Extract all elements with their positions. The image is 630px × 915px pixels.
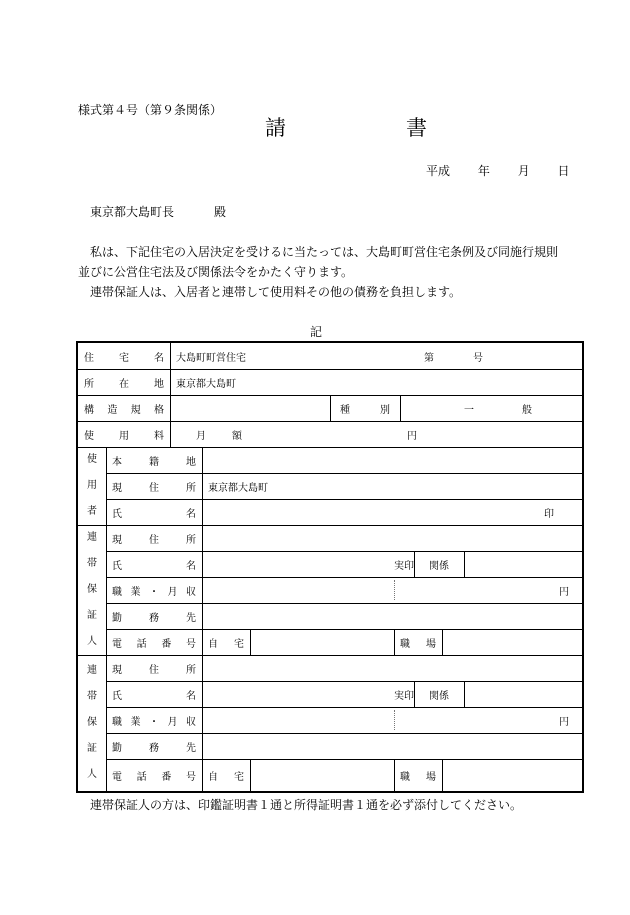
label-jutaku-char: 住 (84, 352, 94, 364)
income-divider (394, 710, 395, 730)
label-jutaku-char: 宅 (119, 352, 129, 364)
label-shozaichi (78, 369, 170, 395)
group-shiyosha (78, 447, 106, 525)
label-kozo-char: 造 (107, 404, 118, 416)
label-denwa (106, 629, 202, 655)
table-rule (464, 551, 465, 577)
label-jitaku-char: 自 (208, 771, 218, 783)
table-rule (442, 759, 443, 791)
label-kinmusaki (106, 733, 202, 759)
form-number: 様式第４号（第９条関係） (78, 103, 223, 117)
label-genjusho-char: 所 (186, 534, 196, 546)
label-honseki (106, 447, 202, 473)
honorific: 殿 (214, 205, 227, 219)
label-genjusho-char: 住 (149, 534, 159, 546)
document-title: 請書 (265, 116, 547, 140)
label-shimei-char: 氏 (112, 508, 122, 520)
label-yen: 円 (559, 586, 569, 598)
table-rule (250, 759, 251, 791)
label-honseki-char: 本 (112, 456, 122, 468)
label-shimei (106, 551, 202, 577)
label-shokuba (394, 759, 442, 791)
group-guarantor-char: 保 (87, 584, 97, 595)
label-shimei-char: 氏 (112, 690, 122, 702)
value-ippan-char: 般 (522, 404, 532, 416)
label-jitaku (202, 629, 250, 655)
label-jutaku (78, 343, 170, 369)
label-shubetsu-char: 別 (380, 404, 390, 416)
label-shokugyo-char: 収 (186, 586, 196, 598)
label-shiyoryo-char: 用 (119, 430, 129, 442)
value-ippan (458, 395, 538, 421)
label-genjusho-char: 所 (186, 482, 196, 494)
label-denwa-char: 号 (185, 771, 196, 783)
label-shokugyo-char: ・ (149, 586, 159, 598)
label-kozo-char: 格 (153, 404, 164, 416)
label-denwa-char: 話 (136, 771, 147, 783)
label-kinmusaki-char: 務 (149, 742, 159, 754)
table-rule (442, 629, 443, 655)
label-shozaichi-char: 在 (119, 378, 129, 390)
label-kinmusaki-char: 勤 (112, 742, 122, 754)
label-getsugaku (190, 421, 248, 447)
label-shokugyo-char: 業 (130, 716, 141, 728)
table-rule (250, 629, 251, 655)
label-honseki-char: 地 (186, 456, 196, 468)
label-shokugyo-char: 月 (167, 716, 178, 728)
label-kinmusaki-char: 勤 (112, 612, 122, 624)
label-jitsuin: 実印 (394, 560, 414, 572)
group-shiyosha-char: 用 (87, 480, 97, 491)
value-genjusho: 東京都大島町 (208, 482, 268, 494)
label-shimei-char: 名 (186, 560, 196, 572)
label-kozo-char: 構 (84, 404, 94, 416)
label-getsugaku-char: 額 (232, 430, 242, 442)
group-guarantor (78, 525, 106, 655)
label-shokuba-char: 場 (426, 771, 436, 783)
label-honseki-char: 籍 (149, 456, 159, 468)
label-shokugyo-char: ・ (149, 716, 159, 728)
group-guarantor-char: 人 (87, 636, 97, 647)
group-guarantor-char: 証 (87, 610, 97, 621)
label-kankei: 関係 (429, 690, 449, 702)
label-denwa-char: 番 (161, 638, 172, 650)
label-yen: 円 (407, 430, 417, 442)
label-denwa-char: 号 (185, 638, 196, 650)
label-kozo-char: 規 (130, 404, 141, 416)
group-shiyosha-char: 者 (87, 506, 97, 517)
label-shimei-char: 名 (186, 690, 196, 702)
label-shokugyo (106, 707, 202, 733)
date-day: 日 (557, 164, 570, 178)
label-genjusho-char: 住 (149, 482, 159, 494)
date-month: 月 (517, 164, 530, 178)
label-denwa (106, 759, 202, 791)
label-genjusho-char: 現 (112, 482, 122, 494)
group-guarantor-char: 連 (87, 665, 97, 676)
label-genjusho (106, 655, 202, 681)
label-shokugyo-char: 職 (112, 586, 122, 598)
date-era: 平成 (426, 164, 451, 178)
label-jitaku (202, 759, 250, 791)
label-shimei (106, 499, 202, 525)
label-shokugyo-char: 月 (167, 586, 178, 598)
label-shokuba-char: 場 (426, 638, 436, 650)
label-shimei-char: 名 (186, 508, 196, 520)
group-guarantor (78, 655, 106, 791)
group-guarantor-char: 帯 (87, 691, 97, 702)
label-kozo (78, 395, 170, 421)
date-line (426, 162, 570, 179)
label-shozaichi-char: 地 (154, 378, 164, 390)
label-jutaku-char: 名 (154, 352, 164, 364)
label-jitaku-char: 宅 (234, 771, 244, 783)
pledge-paragraph: 私は、下記住宅の入居決定を受けるに当たっては、大島町町営住宅条例及び同施行規則並びに公営住宅法及び関係法令をかたく守ります。 (78, 245, 559, 279)
guarantor-paragraph: 連帯保証人は、入居者と連帯して使用料その他の債務を負担します。 (90, 285, 462, 299)
label-kinmusaki-char: 先 (186, 612, 196, 624)
label-kankei: 関係 (429, 560, 449, 572)
label-denwa-char: 電 (112, 638, 122, 650)
label-getsugaku-char: 月 (196, 430, 206, 442)
label-jitaku-char: 宅 (234, 638, 244, 650)
label-shimei-char: 氏 (112, 560, 122, 572)
group-guarantor-char: 連 (87, 532, 97, 543)
label-genjusho-char: 所 (186, 664, 196, 676)
value-jutaku: 大島町町営住宅 (176, 352, 246, 364)
footer-note: 連帯保証人の方は、印鑑証明書１通と所得証明書１通を必ず添付してください。 (90, 798, 523, 812)
label-shubetsu-char: 種 (340, 404, 350, 416)
label-shokuba-char: 職 (400, 638, 410, 650)
label-shimei (106, 681, 202, 707)
label-shiyoryo-char: 使 (84, 430, 94, 442)
label-shokugyo-char: 収 (186, 716, 196, 728)
pledge-form-table (76, 341, 584, 793)
label-shiyoryo-char: 料 (154, 430, 164, 442)
group-guarantor-char: 帯 (87, 558, 97, 569)
label-genjusho-char: 現 (112, 534, 122, 546)
label-dai: 第 (424, 352, 434, 364)
group-guarantor-char: 人 (87, 769, 97, 780)
label-shokuba-char: 職 (400, 771, 410, 783)
value-shozaichi: 東京都大島町 (176, 378, 236, 390)
label-denwa-char: 番 (161, 771, 172, 783)
label-shokugyo-char: 職 (112, 716, 122, 728)
group-guarantor-char: 証 (87, 743, 97, 754)
label-yen: 円 (559, 716, 569, 728)
label-genjusho-char: 住 (149, 664, 159, 676)
table-rule (400, 395, 401, 421)
label-jitsuin: 実印 (394, 690, 414, 702)
label-go: 号 (473, 352, 483, 364)
label-shokugyo-char: 業 (130, 586, 141, 598)
addressee-name: 東京都大島町長 (90, 205, 175, 219)
label-genjusho (106, 525, 202, 551)
addressee (90, 203, 226, 220)
date-year: 年 (477, 164, 490, 178)
label-kinmusaki (106, 603, 202, 629)
label-jitaku-char: 自 (208, 638, 218, 650)
table-rule (464, 681, 465, 707)
ki-heading: 記 (310, 325, 323, 339)
label-genjusho-char: 現 (112, 664, 122, 676)
label-kinmusaki-char: 先 (186, 742, 196, 754)
label-denwa-char: 話 (136, 638, 147, 650)
label-shozaichi-char: 所 (84, 378, 94, 390)
group-guarantor-char: 保 (87, 717, 97, 728)
value-ippan-char: 一 (464, 404, 474, 416)
label-shokugyo (106, 577, 202, 603)
income-divider (394, 580, 395, 600)
label-genjusho (106, 473, 202, 499)
label-shubetsu (330, 395, 400, 421)
label-shokuba (394, 629, 442, 655)
label-denwa-char: 電 (112, 771, 122, 783)
label-kinmusaki-char: 務 (149, 612, 159, 624)
value-seal: 印 (544, 508, 554, 520)
label-shiyoryo (78, 421, 170, 447)
group-shiyosha-char: 使 (87, 454, 97, 465)
